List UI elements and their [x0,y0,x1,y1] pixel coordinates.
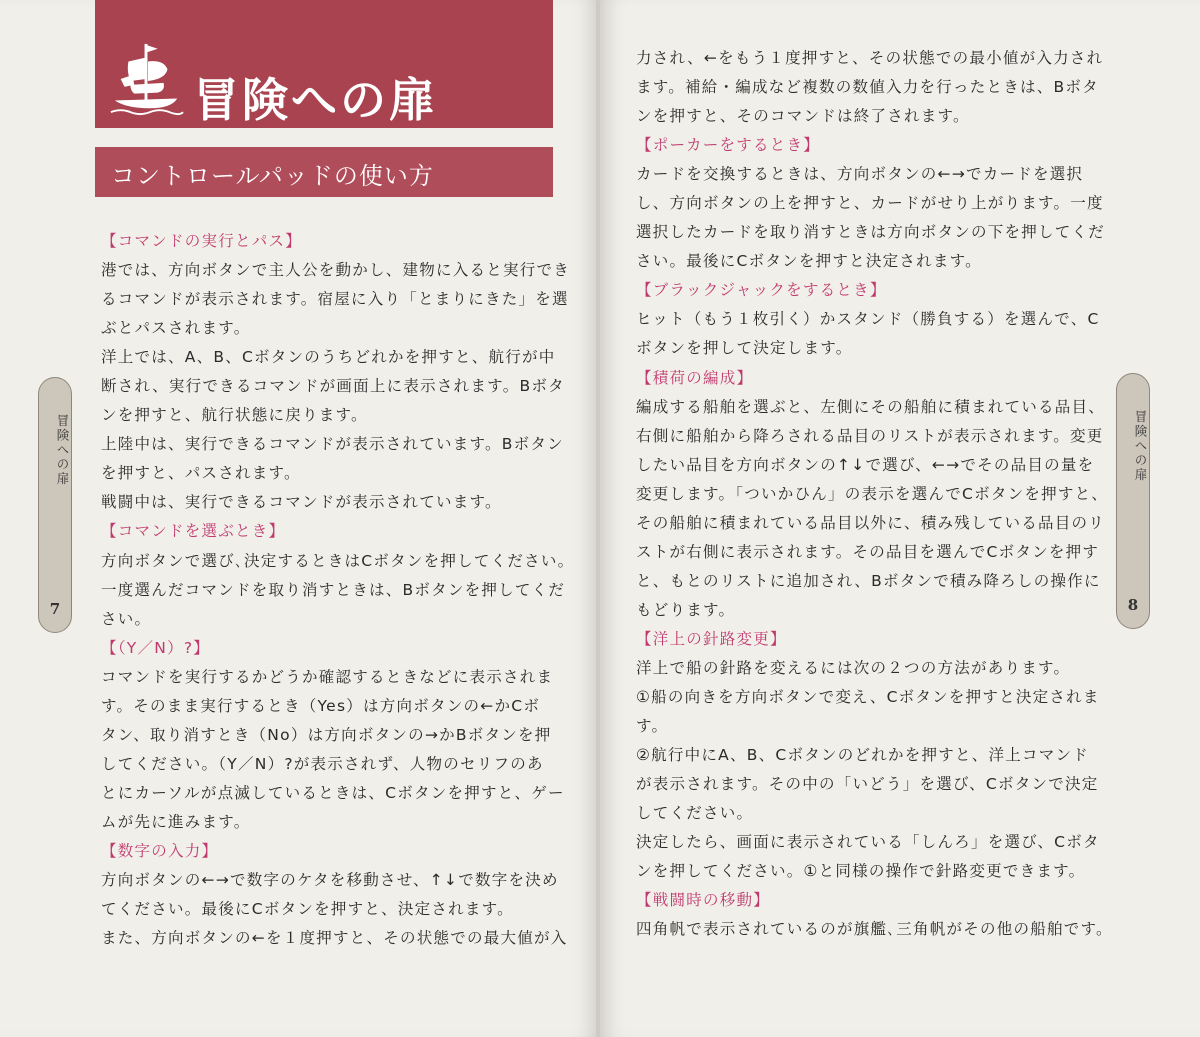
right-side-tab [1116,373,1150,629]
body-line: してください。 [636,804,754,823]
body-line: が表示されます。その中の「いどう」を選び、Cボタンで決定 [636,775,1099,794]
body-line: ンを押すと、航行状態に戻ります。 [101,406,368,425]
ship-icon [107,40,185,118]
section-heading: 【積荷の編成】 [636,368,754,387]
body-line: ②航行中にA、B、Cボタンのどれかを押すと、洋上コマンド [636,746,1089,765]
body-line: 選択したカードを取り消すときは方向ボタンの下を押してくだ [636,223,1106,242]
body-line: ①船の向きを方向ボタンで変え、Cボタンを押すと決定されま [636,688,1100,707]
body-line: とにカーソルが点滅しているときは、Cボタンを押すと、ゲー [101,783,565,802]
body-line: 決定したら、画面に表示されている「しんろ」を選び、Cボタ [636,833,1100,852]
body-line: 戦闘中は、実行できるコマンドが表示されています。 [101,493,502,512]
body-line: す。 [636,717,669,736]
page-title: 冒険への扉 [193,73,438,127]
page-number: 8 [1127,596,1139,614]
body-line: コマンドを実行するかどうか確認するときなどに表示されま [101,667,554,686]
body-line: 編成する船舶を選ぶと、左側にその船舶に積まれている品目、 [636,397,1106,416]
body-line: タン、取り消すとき（No）は方向ボタンの→かBボタンを押 [101,725,552,744]
left-body-text [101,227,574,953]
body-line: カードを交換するときは、方向ボタンの←→でカードを選択 [636,165,1084,184]
section-banner [95,147,553,197]
body-line: す。そのまま実行するとき（Yes）は方向ボタンの←かCボ [101,696,541,715]
body-line: また、方向ボタンの←を１度押すと、その状態での最大値が入 [101,929,568,948]
body-line: 変更します。「ついかひん」の表示を選んでCボタンを押すと、 [636,484,1109,503]
body-line: したい品目を方向ボタンの↑↓で選び、←→でその品目の量を [636,455,1095,474]
body-line: 方向ボタンの←→で数字のケタを移動させ、↑↓で数字を決め [101,871,559,890]
body-line: 右側に船舶から降ろされる品目のリストが表示されます。変更 [636,426,1104,445]
body-line: してください。（Y／N）?が表示されず、人物のセリフのあ [101,754,544,773]
body-line: 上陸中は、実行できるコマンドが表示されています。Bボタン [101,435,564,454]
body-line: ます。補給・編成など複数の数値入力を行ったときは、Bボタ [636,78,1099,97]
section-heading: 【（Y／N）?】 [101,638,211,657]
section-heading: 【コマンドの実行とパス】 [101,232,303,250]
tab-label: 冒険への扉 [1133,410,1148,483]
tab-label: 冒険への扉 [55,414,70,487]
body-line: ムが先に進みます。 [101,812,251,831]
body-line: ストが右側に表示されます。その品目を選んでCボタンを押す [636,542,1100,561]
section-heading: 【戦闘時の移動】 [636,891,771,910]
left-side-tab [38,377,72,633]
right-body-text [636,44,1113,944]
section-heading: 【ポーカーをするとき】 [636,136,820,155]
body-line: ぶとパスされます。 [101,319,251,338]
body-line: るコマンドが表示されます。宿屋に入り「とまりにきた」を選 [101,290,569,309]
body-line: し、方向ボタンの上を押すと、カードがせり上がります。一度 [636,194,1104,213]
left-page [0,0,598,1037]
section-heading: 【コマンドを選ぶとき】 [101,522,286,541]
body-line: 一度選んだコマンドを取り消すときは、Bボタンを押してくだ [101,580,566,599]
body-line: 断され、実行できるコマンドが画面上に表示されます。Bボタ [101,377,565,396]
body-line: もどります。 [636,600,736,619]
section-heading: 【ブラックジャックをするとき】 [636,281,887,300]
section-heading: 【洋上の針路変更】 [636,629,787,648]
section-title: コントロールパッドの使い方 [111,162,434,190]
body-line: その船舶に積まれている品目以外に、積み残している品目のリ [636,513,1106,532]
section-heading: 【数字の入力】 [101,841,219,860]
body-line: ヒット（もう１枚引く）かスタンド（勝負する）を選んで、C [636,310,1100,329]
page-number: 7 [49,600,61,618]
body-line: ボタンを押して決定します。 [636,339,853,358]
body-line: 四角帆で表示されているのが旗艦､三角帆がその他の船舶です。 [636,920,1113,939]
body-line: と、もとのリストに追加され、Bボタンで積み降ろしの操作に [636,571,1101,590]
body-line: さい。 [101,609,152,628]
right-page [600,0,1200,1037]
body-line: さい。最後にCボタンを押すと決定されます。 [636,252,982,271]
body-line: 洋上では、A、B、Cボタンのうちどれかを押すと、航行が中 [101,348,556,367]
body-line: ンを押してください。①と同様の操作で針路変更できます。 [636,862,1086,881]
body-line: を押すと、パスされます。 [101,464,301,483]
body-line: てください。最後にCボタンを押すと、決定されます。 [101,900,514,919]
title-banner [95,0,553,128]
body-line: 方向ボタンで選び､決定するときはCボタンを押してください。 [101,551,575,570]
body-line: 港では、方向ボタンで主人公を動かし、建物に入ると実行でき [101,261,571,280]
body-line: 力され、←をもう１度押すと、その状態での最小値が入力され [636,49,1104,67]
body-line: 洋上で船の針路を変えるには次の２つの方法があります。 [636,658,1071,677]
body-line: ンを押すと、そのコマンドは終了されます。 [636,107,970,126]
